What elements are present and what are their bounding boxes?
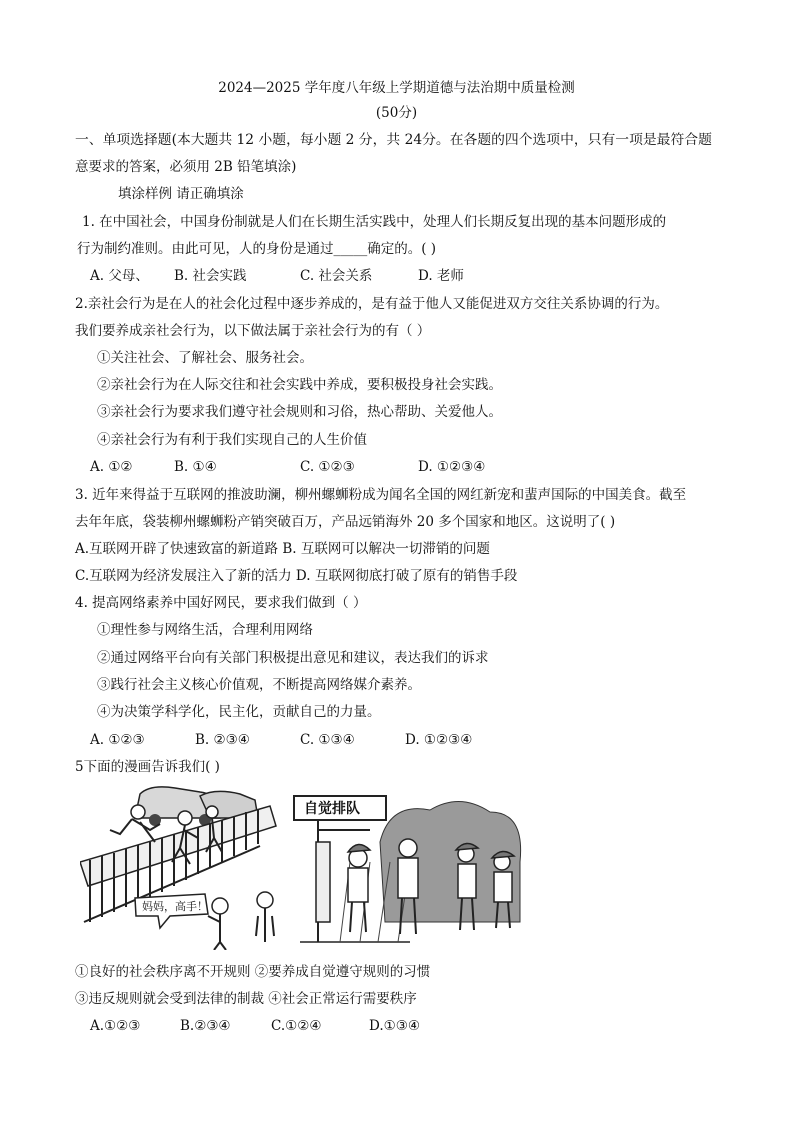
q1-stem-line1: 1. 在中国社会，中国身份制就是人们在长期生活实践中，处理人们长期反复出现的基本问题形成的 [82, 214, 667, 230]
q2-statement-1: ①关注社会、了解社会、服务社会。 [97, 350, 313, 366]
q3-options-row2[interactable]: C.互联网为经济发展注入了新的活力 D. 互联网彻底打破了原有的销售手段 [75, 568, 518, 584]
q4-option-d[interactable]: D. ①②③④ [405, 732, 473, 748]
q1-stem-line2: 行为制约准则。由此可见，人的身份是通过_____确定的。( ) [77, 241, 437, 257]
q3-stem-line1: 3. 近年来得益于互联网的推波助澜，柳州螺蛳粉成为闻名全国的网红新宠和蜚声国际的中国美食。截至 [75, 487, 687, 503]
q4-stem: 4. 提高网络素养中国好网民，要求我们做到（ ） [75, 595, 367, 611]
q1-option-c[interactable]: C. 社会关系 [300, 268, 373, 284]
q4-statement-2: ②通过网络平台向有关部门积极提出意见和建议，表达我们的诉求 [97, 650, 489, 666]
q3-stem-line2: 去年年底，袋装柳州螺蛳粉产销突破百万，产品远销海外 20 多个国家和地区。这说明了( ) [75, 514, 616, 530]
q5-option-b[interactable]: B.②③④ [180, 1018, 231, 1034]
q2-statement-3: ③亲社会行为要求我们遵守社会规则和习俗，热心帮助、关爱他人。 [97, 404, 502, 420]
q2-stem-line2: 我们要养成亲社会行为，以下做法属于亲社会行为的有（ ） [75, 323, 431, 339]
q3-options-row1[interactable]: A.互联网开辟了快速致富的新道路 B. 互联网可以解决一切滞销的问题 [75, 541, 490, 557]
section-heading-line1: 一、单项选择题(本大题共 12 小题，每小题 2 分，共 24分。在各题的四个选项中，只有一项是最符合题 [75, 132, 712, 148]
q2-option-b[interactable]: B. ①④ [174, 459, 217, 475]
q5-option-d[interactable]: D.①③④ [369, 1018, 420, 1034]
q4-statement-4: ④为决策学科学化，民主化，贡献自己的力量。 [97, 704, 381, 720]
q5-statements-row2: ③违反规则就会受到法律的制裁 ④社会正常运行需要秩序 [75, 991, 417, 1007]
cartoon-left-caption: 妈妈，高手！ [142, 900, 208, 913]
q4-option-b[interactable]: B. ②③④ [195, 732, 250, 748]
fill-note: 填涂样例 请正确填涂 [118, 186, 244, 202]
q5-stem: 5下面的漫画告诉我们( ) [75, 759, 220, 775]
q5-option-a[interactable]: A.①②③ [90, 1018, 141, 1034]
q1-option-d[interactable]: D. 老师 [418, 268, 464, 284]
q5-option-c[interactable]: C.①②④ [271, 1018, 322, 1034]
q1-option-b[interactable]: B. 社会实践 [174, 268, 247, 284]
exam-score: (50分) [375, 105, 418, 121]
exam-title: 2024—2025 学年度八年级上学期道德与法治期中质量检测 [218, 80, 575, 96]
q4-statement-1: ①理性参与网络生活，合理利用网络 [97, 622, 313, 638]
q2-statement-4: ④亲社会行为有利于我们实现自己的人生价值 [97, 432, 367, 448]
q1-option-a[interactable]: A. 父母、 [90, 268, 149, 284]
cartoon-fence-climbing [80, 782, 280, 950]
section-heading-line2: 意要求的答案，必须用 2B 铅笔填涂) [75, 159, 297, 175]
cartoon-right-sign: 自觉排队 [304, 801, 360, 817]
q4-option-a[interactable]: A. ①②③ [90, 732, 145, 748]
cartoon-queue [290, 782, 530, 950]
q2-statement-2: ②亲社会行为在人际交往和社会实践中养成，要积极投身社会实践。 [97, 377, 502, 393]
q2-option-d[interactable]: D. ①②③④ [418, 459, 486, 475]
q4-statement-3: ③践行社会主义核心价值观，不断提高网络媒介素养。 [97, 677, 421, 693]
q2-option-a[interactable]: A. ①② [90, 459, 133, 475]
q5-statements-row1: ①良好的社会秩序离不开规则 ②要养成自觉遵守规则的习惯 [75, 964, 431, 980]
q2-stem-line1: 2.亲社会行为是在人的社会化过程中逐步养成的，是有益于他人又能促进双方交往关系协调的行为。 [75, 296, 669, 312]
q2-option-c[interactable]: C. ①②③ [300, 459, 355, 475]
q4-option-c[interactable]: C. ①③④ [300, 732, 355, 748]
